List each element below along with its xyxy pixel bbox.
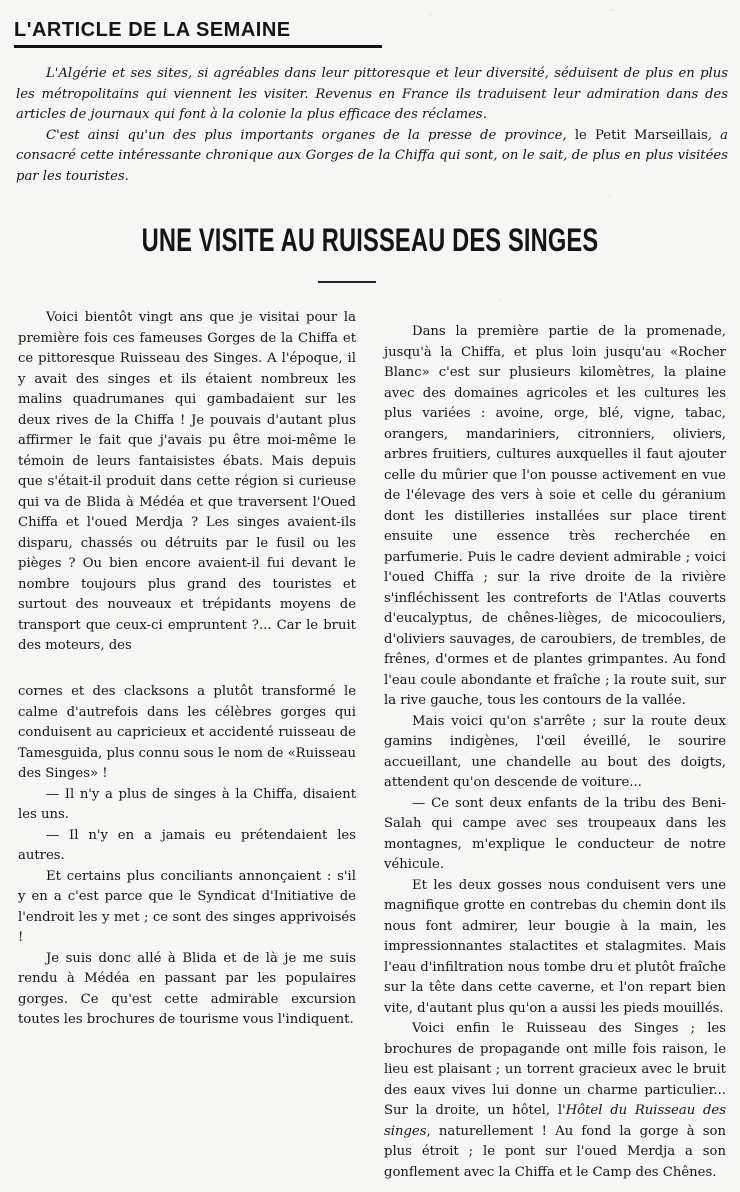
intro-p2-start: C'est ainsi qu'un des plus importants organes de la presse de province, — [46, 127, 575, 143]
journal-name: le Petit Marseillais — [574, 127, 708, 143]
article-paragraph-9: Et les deux gosses nous conduisent vers une magnifique grotte en contrebas du chemin dont ils nous font admirer, leur bougie à la main, les impressionnantes stalactites et stalagmites. Mais l'eau d'infiltration nous tombe dru et plutôt fraîche sur la tête dans cette caverne, et l'on repart bien vite, d'autant plus qu'on a aussi les pieds mouillés. — [384, 877, 726, 1016]
p10-start: Voici enfin le Ruisseau des Singes ; les brochures de propagande ont mille fois raison, le lieu est plaisant ; un torrent gracieux avec le bruit des eaux vives lui donne un charme particulier... Sur la droite, un hôtel, l' — [384, 1021, 726, 1118]
article-paragraph-3: — Il n'y en a jamais eu prétendaient les autres. — [18, 827, 356, 863]
article-paragraph-1-continued: cornes et des clacksons a plutôt transformé le calme d'autrefois dans les célèbres gorges qui conduisent au capricieux et accidenté ruisseau de Tamesguida, plus connu sous le nom de «Ruisseau des Singes» ! — [18, 684, 357, 781]
article-paragraph-10 — [384, 1019, 726, 1183]
intro-italic — [16, 64, 728, 187]
article-paragraph-4: Et certains plus conciliants annonçaient : s'il y en a c'est parce que le Syndicat d'Initiative de l'endroit les y met ; ce sont des singes apprivoisés ! — [18, 868, 356, 945]
article-paragraph-1: Voici bientôt vingt ans que je visitai pour la première fois ces fameuses Gorges de la Chiffa et ce pittoresque Ruisseau des Singes. A l'époque, il y avait des singes et ils étaient nombreux les malins quadrumanes qui gambadaient sur les deux rives de la Chiffa ! Je pouvais d'autant plus affirmer le fait que j'avais pu être moi-même le témoin de leurs fantaisistes ébats. Mais depuis que s'était-il produit dans cette région si curieuse qui va de Blida à Médéa et que traversent l'Oued Chiffa et l'oued Merdja ? Les singes avaient-ils disparu, chassés ou détruits par le fusil ou les pièges ? Ou bien encore avaient-il fui devant le nombre toujours plus grand des touristes et surtout des nouveaux et trépidants moyens de transport que ceux-ci empruntent ?... Car le bruit des moteurs, des — [18, 310, 356, 653]
intro-p2-end: , a consacré cette intéressante chronique aux Gorges de la Chiffa qui sont, on le sait, de plus en plus visitées par les touristes. — [16, 127, 728, 184]
article-paragraph-8: — Ce sont deux enfants de la tribu des Beni-Salah qui campe avec ses troupeaux dans les montagnes, m'explique le conducteur de notre véhicule. — [384, 795, 726, 872]
left-column-bottom — [18, 682, 356, 1031]
article-paragraph-2: — Il n'y a plus de singes à la Chiffa, disaient les uns. — [18, 786, 356, 822]
left-column-top — [18, 308, 356, 657]
section-header — [14, 18, 382, 48]
hotel-name: Hôtel du Ruisseau des singes — [384, 1103, 726, 1139]
article-title: UNE VISITE AU RUISSEAU DES SINGES — [141, 222, 599, 258]
article-paragraph-5: Je suis donc allé à Blida et de là je me suis rendu à Médéa en passant par les populaires gorges. Ce qu'est cette admirable excursion toutes les brochures de tourisme vous l'indiquent. — [18, 950, 356, 1027]
p10-end: , naturellement ! Au fond la gorge à son plus étroit ; le pont sur l'oued Merdja a son gonflement avec la Chiffa et le Camp des Chênes. — [384, 1123, 726, 1180]
section-label: L'ARTICLE DE LA SEMAINE — [14, 19, 291, 41]
title-divider — [318, 281, 376, 283]
right-column — [384, 322, 726, 1183]
article-paragraph-7: Mais voici qu'on s'arrête ; sur la route deux gamins indigènes, l'œil éveillé, le sourire accueillant, une chandelle au bout des doigts, attendent qu'on descende de voiture... — [384, 713, 726, 790]
section-underline — [14, 45, 382, 48]
intro-paragraph-1: L'Algérie et ses sites, si agréables dans leur pittoresque et leur diversité, séduisent de plus en plus les métropolitains qui viennent les visiter. Revenus en France ils traduisent leur admiration dans des articles de journaux qui font à la colonie la plus efficace des réclames. — [16, 66, 728, 122]
article-paragraph-6: Dans la première partie de la promenade, jusqu'à la Chiffa, et plus loin jusqu'au «Rocher Blanc» c'est sur plusieurs kilomètres, la plaine avec des domaines agricoles et les cultures les plus variées : avoine, orge, blé, vigne, tabac, orangers, mandariniers, citronniers, oliviers, arbres fruitiers, cultures auxquelles il faut ajouter celle du mûrier que l'on pousse activement en vue de l'élevage des vers à soie et celle du géranium dont les distilleries installées sur place tirent ensuite une essence très recherchée en parfumerie. Puis le cadre devient admirable ; voici l'oued Chiffa ; sur la rive droite de la rivière s'infléchissent les contreforts de l'Atlas couverts d'eucalyptus, de chênes-lièges, de micocouliers, d'oliviers sauvages, de caroubiers, de trembles, de frênes, d'ormes et de plantes grimpantes. Au fond l'eau coule abondante et fraîche ; la route suit, sur la rive gauche, tous les contours de la vallée. — [384, 324, 726, 708]
intro-paragraph-2 — [16, 126, 728, 188]
